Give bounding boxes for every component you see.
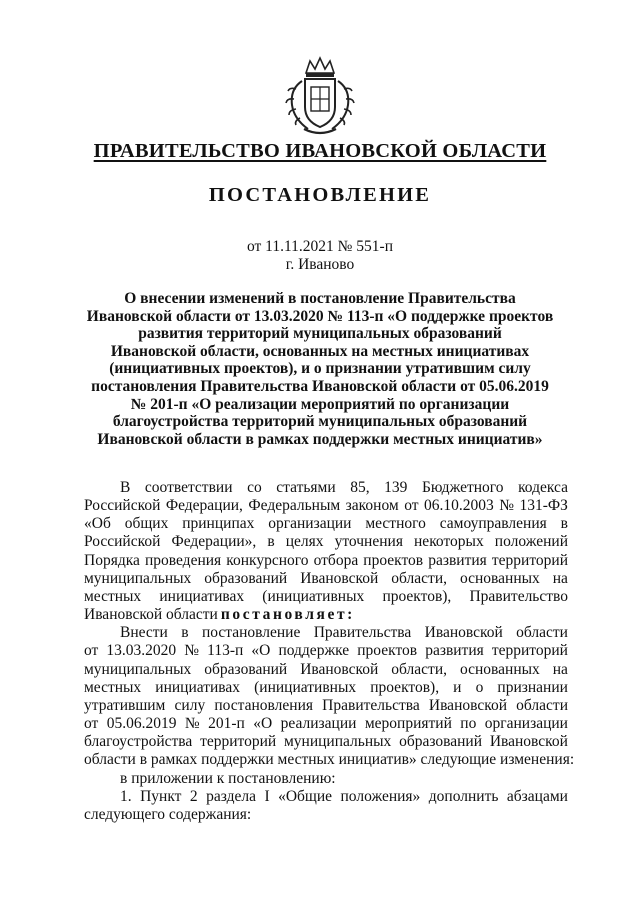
word: 05.06.2019 — [106, 715, 177, 733]
word: образований — [204, 660, 288, 678]
word: Ивановской — [300, 569, 379, 587]
word: реализации — [280, 715, 357, 733]
word: дополнить — [428, 787, 499, 805]
body-text: Ивановской области — [84, 606, 218, 624]
word: Внести — [120, 624, 168, 642]
word: Правительства — [313, 624, 412, 642]
word: «О — [251, 642, 271, 660]
word: отбора — [313, 551, 359, 569]
word: области, — [391, 660, 447, 678]
word: в — [560, 515, 568, 533]
heading-line: Ивановской области от 13.03.2020 № 113-п «О поддержке проектов — [86, 307, 554, 325]
body-line — [84, 715, 568, 733]
body-line — [84, 679, 568, 697]
word: от — [84, 642, 99, 660]
body-line — [84, 570, 568, 588]
word: инициативах — [155, 678, 241, 696]
word: признании — [497, 678, 568, 696]
word: силу — [174, 696, 206, 714]
heading-line: Ивановской области в рамках поддержки местных инициатив» — [97, 430, 543, 448]
word: по — [460, 715, 477, 733]
word: 2 — [189, 787, 198, 805]
word: от — [404, 497, 419, 515]
enacting-word: постановляет: — [220, 606, 355, 624]
word: № — [499, 497, 514, 515]
heading-line: (инициативных проектов), и о признании утратившим силу — [109, 360, 531, 378]
heading-line: развития территорий муниципальных образований — [138, 325, 502, 343]
word: положения» — [340, 787, 421, 805]
word: I — [264, 787, 270, 805]
word: Российской — [84, 497, 161, 515]
word: (инициативных — [254, 678, 357, 696]
word: постановление — [201, 624, 301, 642]
word: от — [84, 715, 99, 733]
word: общих — [124, 515, 169, 533]
word: 06.10.2003 — [423, 497, 494, 515]
document-meta — [0, 238, 640, 274]
body-line — [84, 588, 568, 606]
word: благоустройства — [84, 733, 193, 751]
word: Бюджетного — [421, 479, 504, 496]
date-number: от 11.11.2021 № 551-п — [246, 238, 394, 255]
word: инициативах — [159, 587, 245, 605]
word: раздела — [206, 787, 256, 805]
word: поддержке — [278, 642, 350, 660]
word: 139 — [384, 479, 408, 496]
body-line-last — [84, 606, 568, 624]
word: развития — [425, 642, 484, 660]
body-line — [84, 733, 568, 751]
word: развития — [428, 551, 487, 569]
word: Ивановской — [424, 624, 503, 642]
word: муниципальных — [283, 733, 392, 751]
word: территорий — [491, 642, 568, 660]
word: (инициативных — [262, 587, 365, 605]
document-body — [84, 479, 575, 824]
word: Федерации, — [165, 497, 243, 515]
word: Правительство — [469, 587, 568, 605]
word: проектов — [357, 642, 418, 660]
word: конкурсного — [226, 551, 309, 569]
body-line-last: в приложении к постановлению: — [120, 769, 336, 787]
word: принципах — [182, 515, 255, 533]
word: соответствии — [144, 479, 233, 496]
word: 201-п — [208, 715, 245, 733]
word: «Об — [84, 515, 111, 533]
word: образований — [399, 733, 483, 751]
word: на — [552, 660, 568, 678]
city: г. Иваново — [285, 256, 355, 273]
word: Федеральным — [248, 497, 341, 515]
body-line — [84, 661, 568, 679]
word: и — [453, 678, 462, 696]
word: организации — [268, 515, 352, 533]
word: в — [181, 624, 189, 642]
word: муниципальных — [84, 569, 192, 587]
word: области, — [391, 569, 447, 587]
word: проектов), — [370, 678, 440, 696]
body-line — [84, 788, 568, 806]
body-line — [84, 642, 568, 660]
word: Федерации», — [171, 533, 257, 551]
heading-line: № 201-п «О реализации мероприятий по организации — [130, 395, 510, 413]
body-line-last: следующего содержания: — [84, 805, 252, 823]
word: области — [516, 624, 568, 642]
word: в — [267, 533, 275, 551]
word: местных — [84, 678, 142, 696]
heading-line: Ивановской области, основанных на местных инициативах — [110, 342, 530, 360]
word: утратившим — [84, 696, 166, 714]
body-line — [84, 552, 568, 570]
word: Пункт — [140, 787, 182, 805]
word: самоуправления — [439, 515, 547, 533]
word: статьями — [276, 479, 336, 496]
body-line — [84, 479, 568, 497]
word: 13.03.2020 — [106, 642, 177, 660]
word: Ивановской — [489, 733, 568, 751]
word: целях — [285, 533, 324, 551]
body-line — [84, 515, 568, 533]
government-title: ПРАВИТЕЛЬСТВО ИВАНОВСКОЙ ОБЛАСТИ — [93, 140, 547, 162]
word: положений — [494, 533, 568, 551]
word: законом — [345, 497, 399, 515]
word: местных — [84, 587, 142, 605]
body-line — [84, 533, 568, 551]
word: о — [475, 678, 484, 696]
word: проектов — [363, 551, 424, 569]
word: 1. — [120, 787, 132, 805]
word: со — [247, 479, 262, 496]
heading-line: благоустройства территорий муниципальных образований — [112, 413, 528, 431]
word: муниципальных — [84, 660, 192, 678]
document-type: ПОСТАНОВЛЕНИЕ — [208, 184, 432, 206]
word: организации — [484, 715, 568, 733]
word: 113-п — [207, 642, 244, 660]
word: основанных — [459, 660, 540, 678]
word: Российской — [84, 533, 161, 551]
coat-of-arms-icon — [284, 55, 356, 137]
document-heading — [84, 290, 556, 448]
word: «Общие — [278, 787, 333, 805]
word: области — [516, 696, 568, 714]
word: территорий — [200, 733, 277, 751]
word: мероприятий — [364, 715, 452, 733]
word: проведения — [144, 551, 222, 569]
word: проектов), — [382, 587, 452, 605]
word: В — [120, 479, 131, 496]
word: 131-ФЗ — [519, 497, 568, 515]
word: Правительства — [322, 696, 420, 714]
word: № — [184, 715, 200, 733]
word: некоторых — [414, 533, 484, 551]
word: кодекса — [518, 479, 568, 496]
heading-line: О внесении изменений в постановление Правительства — [124, 290, 516, 307]
word: территорий — [491, 551, 568, 569]
word: абзацами — [506, 787, 568, 805]
body-line — [84, 497, 568, 515]
heading-line: постановления Правительства Ивановской области от 05.06.2019 — [91, 377, 549, 395]
word: основанных — [459, 569, 540, 587]
word: «О — [253, 715, 273, 733]
word: № — [184, 642, 200, 660]
body-line-last: области в рамках поддержки местных инициатив» следующие изменения: — [84, 751, 575, 769]
word: 85, — [350, 479, 370, 496]
word: Ивановской — [428, 696, 508, 714]
word: Ивановской — [300, 660, 379, 678]
word: на — [552, 569, 568, 587]
word: образований — [204, 569, 288, 587]
word: Порядка — [84, 551, 140, 569]
word: местного — [365, 515, 426, 533]
word: уточнения — [334, 533, 403, 551]
body-line — [84, 697, 568, 715]
body-line — [84, 624, 568, 642]
word: постановления — [214, 696, 314, 714]
